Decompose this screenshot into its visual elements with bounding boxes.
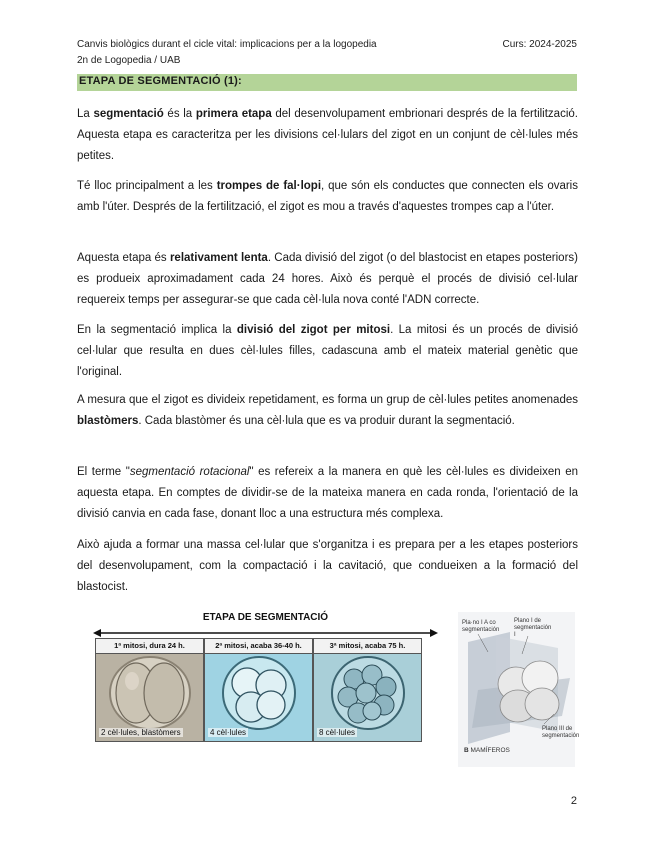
paragraph-mitosis [77,320,578,383]
header-subtitle: 2n de Logopedia / UAB [77,55,181,66]
plane-1-label [462,620,499,634]
segmentation-stages-figure [93,612,438,742]
paragraph-compaction [77,535,578,598]
text-run: . La mitosi és un procés de divisió cel·lular que resulta en dues cèl·lules filles, cadascuna amb el mateix material genètic que l'original. [77,324,578,378]
label-line: segmentación [462,627,500,633]
header-title: Canvis biològics durant el cicle vital: implicacions per a la logopedia [77,39,377,50]
text-run: del desenvolupament embrionari després de la fertilització. Aquesta etapa es caracteritza per les divisions cel·lulars del zigot en un conjunt de cèl·lules més petites. [77,108,578,162]
stage-caption: 4 cèl·lules [210,728,247,737]
text-run: En la segmentació implica la [77,324,237,336]
bold-term: relativament lenta [169,252,268,264]
label-line: I [514,632,516,638]
section-title: ETAPA DE SEGMENTACIÓ (1): [79,75,242,87]
stage-caption: 8 cèl·lules [319,728,356,737]
text-run: Això ajuda a formar una massa cel·lular que s'organitza i es prepara per a les etapes posteriors del desenvolupament, com la compactació i la cavitació, que condueixen a la formació del blastocist. [77,539,578,593]
caption-letter: B [464,747,469,754]
text-run: Té lloc principalment a les [77,180,217,192]
stage-panel-8-cells [313,638,422,742]
text-run: " es refereix a la manera en què les cèl·lules es divideixen en aquesta etapa. En comptes de dividir-se de la mateixa manera en cada ronda, l'orientació de la divisió canvia en cada fase, donant lloc a una estructura més complexa. [77,466,578,520]
bold-term: blastòmers [77,415,139,427]
bold-term: primera etapa [195,108,272,120]
paragraph-speed [77,248,578,311]
italic-term: segmentació rotacional [129,466,250,478]
paragraph-blastomers [77,390,578,432]
bold-term: trompes de fal·lopi [216,180,322,192]
label-line: Plano III de [542,726,573,732]
stage-panel-4-cells [204,638,313,742]
figure-title: ETAPA DE SEGMENTACIÓ [202,612,329,623]
cleavage-planes-figure [458,612,580,767]
text-run: La [77,108,94,120]
plane-3-label [542,726,579,740]
text-run: . Cada blastòmer és una cèl·lula que es va produir durant la segmentació. [138,415,515,427]
section-heading-bar [77,74,577,91]
text-run: Aquesta etapa és [77,252,170,264]
label-line: Pla·no I A co [462,620,496,626]
stage-panel-2-cells [95,638,204,742]
page-number: 2 [570,795,577,807]
paragraph-definition [77,104,578,167]
paragraph-location [77,176,578,218]
stage-label: 1ª mitosi, dura 24 h. [96,639,203,654]
text-run: A mesura que el zigot es divideix repetidament, es forma un grup de cèl·lules petites anomenades [77,394,578,406]
stage-caption: 2 cèl·lules, blastòmers [101,728,181,737]
stage-label: 3ª mitosi, acaba 75 h. [314,639,421,654]
running-header [77,37,377,69]
label-line: segmentación [514,625,552,631]
text-run: , que són els conductes que connecten els ovaris amb l'úter. Després de la fertilització, el zigot es mou a través d'aquestes trompes cap a l'úter. [77,180,578,213]
plane-2-label [514,618,551,639]
header-course: Curs: 2024-2025 [502,39,577,50]
paragraph-rotational [77,462,578,525]
stage-label: 2ª mitosi, acaba 36-40 h. [205,639,312,654]
bold-term: divisió del zigot per mitosi [236,324,391,336]
text-run: és la [163,108,196,120]
caption-text: MAMÍFEROS [470,747,510,754]
text-run: . Cada divisió del zigot (o del blastocist en etapes posteriors) es produeix aproximadament cada 24 hores. Això és perquè el procés de divisió cel·lular requereix temps per assegurar-se que cada cèl·lula nova conté l'ADN correcte. [77,252,578,306]
text-run: El terme " [77,466,130,478]
label-line: Plano I de [514,618,542,624]
figure-caption [464,747,510,754]
bold-term: segmentació [93,108,164,120]
label-line: segmentación [542,733,580,739]
